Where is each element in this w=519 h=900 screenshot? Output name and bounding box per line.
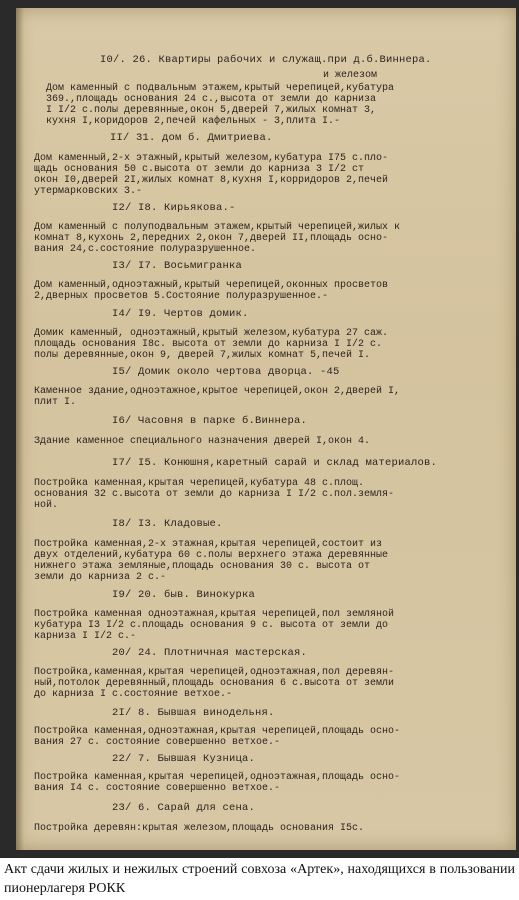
image-caption: Акт сдачи жилых и нежилых строений совхоза «Артек», находящихся в пользовании пионерлагеря РОКК	[4, 862, 515, 896]
document-body	[16, 8, 516, 850]
section-heading: I5/ Домик около чертова дворца. -45	[112, 366, 340, 378]
body-line: площадь основания I8с. высота от земли до карниза I I/2 с.	[34, 339, 383, 350]
section-heading: I4/ I9. Чертов домик.	[112, 308, 249, 320]
section-heading: I2/ I8. Кирьякова.-	[112, 202, 236, 214]
body-line: ной.	[34, 500, 59, 511]
body-line: до карниза I с.состояние ветхое.-	[34, 689, 233, 700]
body-line: вания 24,с.состояние полуразрушенное.	[34, 244, 257, 255]
section-heading: II/ 31. дом б. Дмитриева.	[110, 132, 273, 144]
body-line: нижнего этажа земляные,площадь основания 30 с. высота от	[34, 561, 371, 572]
body-line: Здание каменное специального назначения дверей I,окон 4.	[34, 436, 371, 447]
body-line: комнат 8,кухонь 2,передних 2,окон 7,дверей II,площадь осно-	[34, 233, 389, 244]
body-line: кухня I,коридоров 2,печей кафельных - 3,плита I.-	[46, 116, 341, 127]
body-line: двух отделений,кубатура 60 с.полы верхнего этажа деревянные	[34, 550, 389, 561]
section-heading: I9/ 20. быв. Винокурка	[112, 589, 256, 601]
body-line: 369.,площадь основания 24 с.,высота от земли до карниза	[46, 94, 377, 105]
body-line: Дом каменный,одноэтажный,крытый черепицей,оконных просветов	[34, 280, 389, 291]
body-line: Постройка каменная,2-х этажная,крытая черепицей,состоит из	[34, 539, 383, 550]
section-heading: I7/ I5. Конюшня,каретный сарай и склад материалов.	[112, 457, 438, 469]
body-line: вания I4 с. состояние совершенно ветхое.-	[34, 783, 281, 794]
body-line: Домик каменный, одноэтажный,крытый железом,кубатура 27 саж.	[34, 328, 389, 339]
typewritten-page	[16, 8, 516, 850]
body-line: Постройка деревян:крытая железом,площадь основания I5с.	[34, 823, 365, 834]
body-line: основания 32 с.высота от земли до карниза I I/2 с.пол.земля-	[34, 489, 395, 500]
body-line: Постройка,каменная,крытая черепицей,одноэтажная,пол деревян-	[34, 667, 395, 678]
body-line: кубатура I3 I/2 с.площадь основания 9 с. высота от земли до	[34, 620, 389, 631]
body-line: 2,дверных просветов 5.Состояние полуразрушенное.-	[34, 291, 329, 302]
body-line: I I/2 с.полы деревянные,окон 5,дверей 7,жилых комнат 3,	[46, 105, 377, 116]
body-line: Постройка каменная,одноэтажная,крытая черепицей,площадь осно-	[34, 726, 401, 737]
body-line: щадь основания 50 с.высота от земли до карниза 3 I/2 ст	[34, 164, 365, 175]
body-line: Дом каменный с полуподвальным этажем,крытый черепицей,жилых к	[34, 222, 401, 233]
body-line: Постройка каменная,крытая черепицей,одноэтажная,площадь осно-	[34, 772, 401, 783]
section-heading: 20/ 24. Плотничная мастерская.	[112, 647, 308, 659]
body-line: полы деревянные,окон 9, дверей 7,жилых комнат 5,печей I.	[34, 350, 371, 361]
section-heading: 2I/ 8. Бывшая винодельня.	[112, 707, 275, 719]
body-line: ный,потолок деревянный,площадь основания 6 с.высота от земли	[34, 678, 395, 689]
section-heading: I3/ I7. Восьмигранка	[112, 260, 243, 272]
body-line: карниза I I/2 с.-	[34, 631, 137, 642]
section-heading: I6/ Часовня в парке б.Виннера.	[112, 415, 308, 427]
body-line: Дом каменный,2-х этажный,крытый железом,кубатура I75 с.пло-	[34, 153, 389, 164]
section-heading: 22/ 7. Бывшая Кузница.	[112, 753, 256, 765]
body-line: вания 27 с. состояние совершенно ветхое.-	[34, 737, 281, 748]
section-heading: 23/ 6. Сарай для сена.	[112, 802, 256, 814]
section-heading: I8/ I3. Кладовые.	[112, 518, 223, 530]
body-line: земли до карниза 2 с.-	[34, 572, 167, 583]
body-line: Дом каменный с подвальным этажем,крытый черепицей,кубатура	[46, 83, 395, 94]
margin-insertion: и железом	[323, 70, 378, 81]
body-line: утермарковских 3.-	[34, 186, 143, 197]
body-line: Постройка каменная,крытая черепицей,кубатура 48 с.площ.	[34, 478, 365, 489]
body-line: окон I0,дверей 2I,жилых комнат 8,кухня I,корридоров 2,печей	[34, 175, 389, 186]
body-line: плит I.	[34, 397, 77, 408]
body-line: Каменное здание,одноэтажное,крытое черепицей,окон 2,дверей I,	[34, 386, 401, 397]
body-line: Постройка каменная одноэтажная,крытая черепицей,пол земляной	[34, 609, 395, 620]
section-heading: I0/. 26. Квартиры рабочих и служащ.при д.б.Виннера.	[100, 54, 432, 66]
